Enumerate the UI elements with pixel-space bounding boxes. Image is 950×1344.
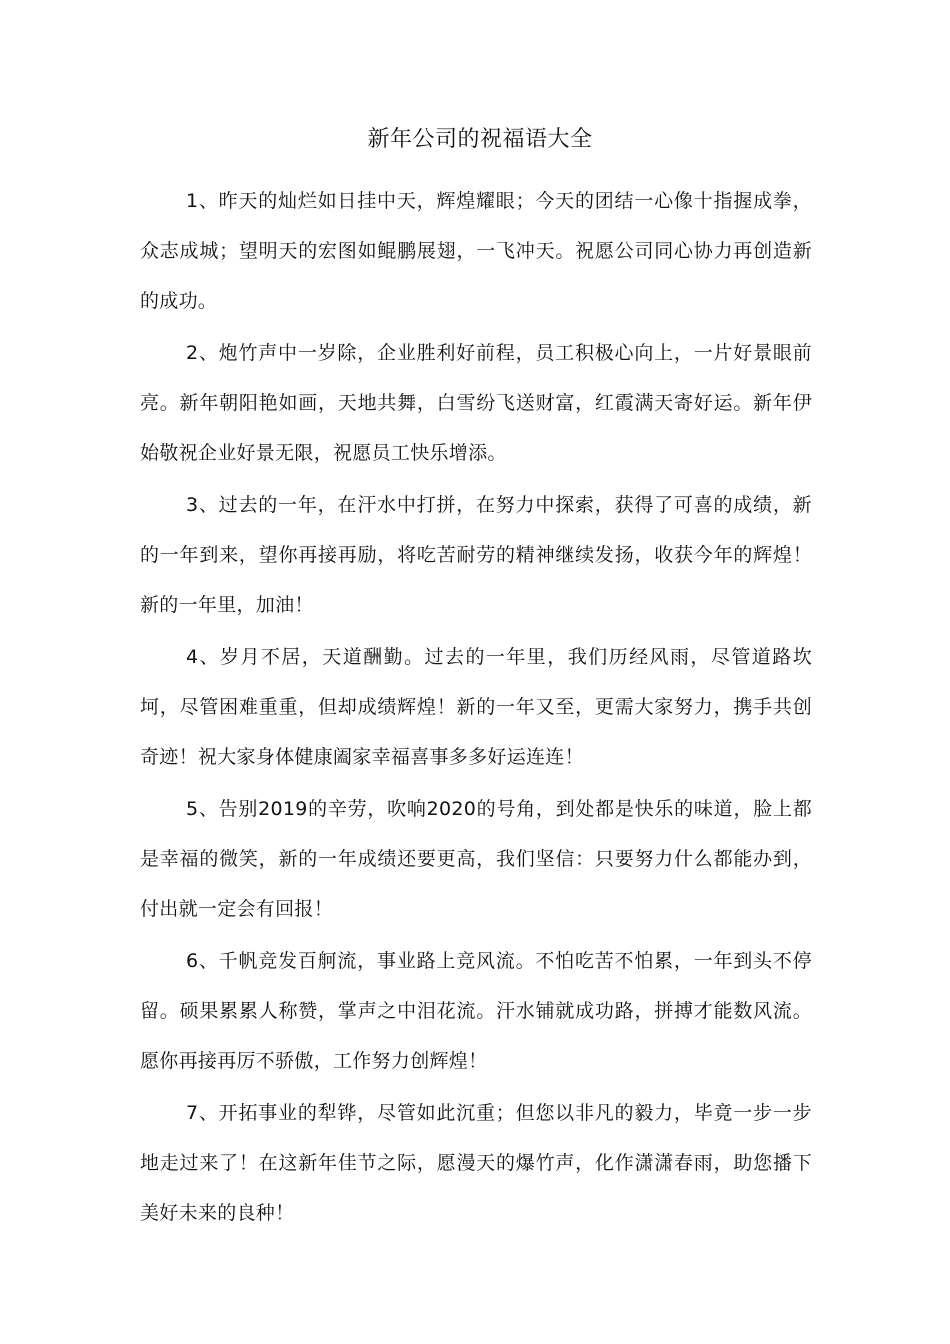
paragraph-1: 1、昨天的灿烂如日挂中天，辉煌耀眼；今天的团结一心像十指握成拳，众志成城；望明天的宏图如鲲鹏展翅，一飞冲天。祝愿公司同心协力再创造新的成功。 xyxy=(140,190,812,312)
paragraph-3: 3、过去的一年，在汗水中打拼，在努力中探索，获得了可喜的成绩，新的一年到来，望你再接再励，将吃苦耐劳的精神继续发扬，收获今年的辉煌！新的一年里，加油！ xyxy=(140,494,812,616)
paragraph-2: 2、炮竹声中一岁除，企业胜利好前程，员工积极心向上，一片好景眼前亮。新年朝阳艳如画，天地共舞，白雪纷飞送财富，红霞满天寄好运。新年伊始敬祝企业好景无限，祝愿员工快乐增添。 xyxy=(140,342,812,464)
paragraph-6: 6、千帆竞发百舸流，事业路上竞风流。不怕吃苦不怕累，一年到头不停留。硕果累累人称赞，掌声之中泪花流。汗水铺就成功路，拼搏才能数风流。愿你再接再厉不骄傲，工作努力创辉煌！ xyxy=(140,950,812,1072)
document-title: 新年公司的祝福语大全 xyxy=(367,127,593,152)
paragraph-7: 7、开拓事业的犁铧，尽管如此沉重；但您以非凡的毅力，毕竟一步一步地走过来了！在这新年佳节之际，愿漫天的爆竹声，化作潇潇春雨，助您播下美好未来的良种！ xyxy=(140,1102,812,1224)
paragraph-4: 4、岁月不居，天道酬勤。过去的一年里，我们历经风雨，尽管道路坎坷，尽管困难重重，但却成绩辉煌！新的一年又至，更需大家努力，携手共创奇迹！祝大家身体健康阖家幸福喜事多多好运连连！ xyxy=(140,646,812,768)
document-body xyxy=(140,176,812,1240)
paragraph-5: 5、告别2019的辛劳，吹响2020的号角，到处都是快乐的味道，脸上都是幸福的微笑，新的一年成绩还要更高，我们坚信：只要努力什么都能办到，付出就一定会有回报！ xyxy=(140,798,812,920)
